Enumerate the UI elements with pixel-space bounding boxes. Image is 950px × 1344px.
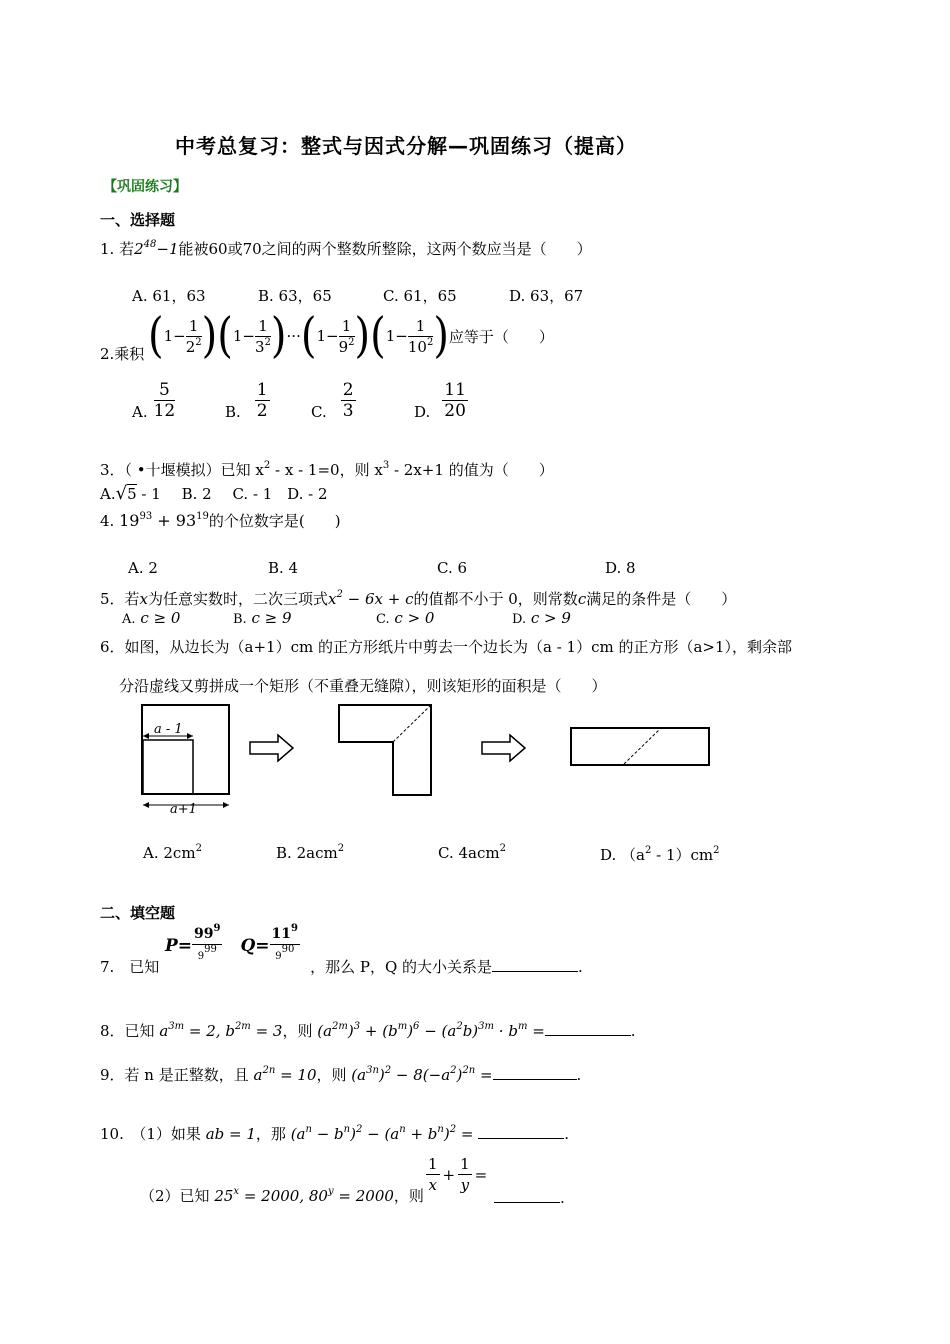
q6-option-b-label: B. [276, 844, 292, 862]
q10-num: 10. （1）如果 [100, 1125, 201, 1143]
q7-q-label: Q= [240, 935, 270, 956]
q2-factor-4-den: 10 [407, 337, 427, 356]
q5-option-c-expr: c > 0 [394, 609, 435, 627]
q2-option-d-den: 20 [444, 401, 466, 421]
q4-num: 4. [100, 512, 115, 530]
q10-fraction-sum [426, 1154, 487, 1195]
q2-option-a [132, 380, 175, 421]
q5-poly-a: x [328, 590, 337, 608]
q1-expr-exp: 48 [143, 239, 157, 250]
q7-stem: ，那么 P，Q 的大小关系是 [310, 958, 493, 976]
bottom-arrow-right [223, 802, 229, 808]
q10-2-answer-blank[interactable] [494, 1186, 560, 1203]
q1-stem: 能被60或70之间的两个整数所整除，这两个数应当是（ ） [178, 240, 592, 258]
result-rectangle [571, 728, 709, 765]
q2-factor-3-exp: 2 [348, 336, 355, 348]
q4-stem: 的个位数字是( ) [208, 512, 341, 530]
question-9: 9．若 n 是正整数，且 $a^{2n} = 10$，则 $(a^{3n})^2 - 8(-a^2)^{2n}$ = . [100, 1065, 582, 1084]
q9-eq: = [475, 1066, 493, 1084]
q9-answer-blank[interactable] [493, 1079, 577, 1080]
q5-option-d-label: D. [512, 612, 527, 627]
top-arrow-right [187, 733, 193, 739]
q1-option-a: A. 61，63 [132, 287, 206, 305]
q2-factor-3-num: 1 [339, 316, 355, 337]
bottom-arrow-left [143, 802, 149, 808]
q2-factor-1-one: 1− [163, 327, 186, 345]
question-7 [100, 956, 583, 977]
question-1 [100, 238, 592, 259]
q4-option-c: C. 6 [437, 559, 468, 577]
q6-option-a-label: A. [143, 844, 159, 862]
q6-option-d-sup: 2 [645, 845, 652, 856]
question-5 [100, 588, 736, 609]
q2-option-b-den: 2 [256, 401, 268, 421]
q2-product: ( 1− $\frac{1}{2^2}$ ) ( 1− $\frac{1}{3^2}$ ) ··· ( 1− $\frac{1}{9^2}$ ) ( 1− $\frac{1}{10^2}$ ) 应等于（ ） [148, 308, 554, 364]
q6-line-1: 6．如图，从边长为（a+1）cm 的正方形纸片中剪去一个边长为（a - 1）cm 的正方形（a>1），剩余部 [100, 638, 793, 656]
q2-option-d-num: 11 [444, 380, 466, 400]
q5-poly-exp: 2 [336, 589, 343, 600]
q5-option-c [376, 609, 434, 627]
q3-option-a-label: A. [100, 485, 116, 503]
q6-figure [130, 700, 730, 818]
q7-q-num-base: 11 [271, 926, 292, 942]
section-tag: 【巩固练习】 [103, 179, 187, 195]
q2-factor-4-exp: 2 [426, 336, 434, 348]
q1-option-c: C. 61，65 [383, 287, 457, 305]
q1-option-d: D. 63，67 [509, 287, 584, 305]
q5-option-a-expr: c ≥ 0 [140, 609, 181, 627]
q5-option-a [122, 609, 180, 627]
q2-factor-1-num: 1 [186, 316, 202, 337]
q8-num: 8．已知 [100, 1022, 155, 1040]
q7-q-num-exp: 9 [291, 923, 298, 934]
q9-end: . [576, 1066, 582, 1084]
q7-q-den-base: 9 [275, 951, 282, 962]
q2-factor-3-one: 1− [316, 327, 339, 345]
q7-p-den-exp: 99 [204, 944, 217, 955]
q2-factor-4-num: 1 [408, 316, 433, 337]
q10-end2: . [560, 1189, 565, 1207]
q4-option-b: B. 4 [268, 559, 299, 577]
q2-factor-1-den: 2 [185, 337, 196, 356]
q7-p-num-exp: 9 [213, 923, 221, 934]
q3-option-b: B. 2 [181, 485, 212, 503]
q2-factor-2-num: 1 [255, 316, 271, 337]
q3-sup-2: 3 [382, 460, 390, 471]
question-8: 8．已知 $a^{3m} = 2$, $b^{2m} = 3$，则 $(a^{2m})^3 + (b^m)^6 - (a^2b)^{3m} \cdot b^m$ = . [100, 1021, 636, 1040]
part1-heading: 一、选择题 [100, 211, 176, 229]
q5-option-b-label: B. [233, 612, 247, 627]
q6-option-c-sup: 2 [499, 843, 506, 854]
q2-option-a-label: A. [132, 403, 148, 421]
q6-option-c-label: C. [438, 844, 454, 862]
q9-num: 9．若 n 是正整数，且 [100, 1066, 249, 1084]
q1-expr-base: 2 [134, 240, 144, 258]
q6-option-d-text: （a [621, 846, 645, 864]
q5-option-b [233, 609, 292, 627]
question-10-part-1: 10. （1）如果 ab = 1，那 $(a^n - b^n)^2 - (a^n + b^n)^2$ = . [100, 1124, 570, 1143]
q8-cond-mid: = 2, b [184, 1022, 235, 1040]
q6-option-b-text: 2acm [296, 844, 338, 862]
fig-top-label: a - 1 [154, 722, 183, 737]
q6-option-d-sup2: 2 [713, 845, 720, 856]
q6-line-2: 分沿虚线又剪拼成一个矩形（不重叠无缝隙），则该矩形的面积是（ ） [119, 677, 607, 695]
q10-eq2: = [474, 1165, 488, 1184]
q4-option-d: D. 8 [605, 559, 636, 577]
q5-var-x: x [139, 590, 149, 608]
q8-cond-exp1: 3m [168, 1021, 185, 1032]
q2-option-d [414, 380, 468, 421]
q8-comma: ，则 [282, 1022, 313, 1040]
q5-stem-c: 的值都不小于 0，则常数 [413, 590, 578, 608]
q2-option-b [225, 380, 270, 421]
fig-bottom-label: a+1 [170, 802, 197, 817]
q3-option-c: C. - 1 [232, 485, 273, 503]
q3-stem-c: - 2x+1 的值为（ ） [389, 461, 554, 479]
question-3 [100, 459, 554, 480]
q4-exp-b: 19 [196, 511, 209, 522]
q3-option-d: D. - 2 [287, 485, 328, 503]
q3-stem-b: - x - 1=0，则 x [270, 461, 383, 479]
q10-end: . [564, 1125, 570, 1143]
q2-option-a-num: 5 [154, 380, 176, 401]
q10-2-answer [494, 1186, 565, 1207]
part2-heading: 二、填空题 [100, 904, 176, 922]
q2-option-c-num: 2 [342, 380, 354, 400]
q5-option-c-label: C. [376, 612, 390, 627]
q3-option-a-sqrt: 5 [127, 485, 137, 503]
q6-option-d-tail: - 1）cm [651, 846, 714, 864]
q6-option-c [438, 844, 506, 862]
q3-options: A.√5 - 1 B. 2 C. - 1 D. - 2 [100, 483, 328, 504]
q4-plus: + [152, 511, 176, 530]
q3-stem-a: 3．（ •十堰模拟）已知 x [100, 461, 264, 479]
q10-cond: ab = 1 [205, 1125, 256, 1143]
l-shape [339, 705, 431, 795]
question-4 [100, 510, 341, 531]
q6-option-c-text: 4acm [458, 844, 500, 862]
question-10-part-2: （2）已知 $25^x = 2000$, $80^y = 2000$，则 [140, 1186, 424, 1205]
q10-frac2-num: 1 [460, 1155, 470, 1173]
q4-exp-a: 93 [139, 511, 153, 522]
q2-factor-3-den: 9 [338, 337, 349, 356]
q9-cond-a: a [253, 1066, 263, 1084]
q2-stem: 应等于（ ） [448, 327, 554, 346]
q1-expr-tail: −1 [156, 240, 179, 258]
q7-end: . [578, 958, 583, 976]
q5-poly-b: − 6x + c [342, 590, 414, 608]
q10-1-answer-blank[interactable] [478, 1138, 564, 1139]
q2-factor-2-one: 1− [232, 327, 255, 345]
outer-square [142, 705, 229, 794]
q10-mid2: ，则 [393, 1187, 424, 1205]
q1-option-b: B. 63，65 [258, 287, 332, 305]
q9-cond-exp: 2n [262, 1065, 276, 1076]
q8-cond-exp2: 2m [234, 1021, 251, 1032]
q5-option-a-label: A. [122, 612, 136, 627]
q2-factor-2-exp: 2 [264, 336, 271, 348]
q1-num: 1. 若 [100, 240, 135, 258]
q6-option-a [143, 844, 202, 862]
q7-answer-blank[interactable] [492, 971, 578, 972]
q2-option-a-den: 12 [153, 401, 176, 421]
q6-option-d [600, 844, 720, 865]
q2-num: 2.乘积 [100, 345, 145, 363]
q2-option-c-label: C. [311, 403, 327, 421]
q2-factor-2-den: 3 [255, 337, 265, 356]
q5-option-b-expr: c ≥ 9 [251, 609, 292, 627]
q10-frac1-den: x [428, 1176, 437, 1194]
q2-option-d-label: D. [414, 403, 431, 421]
q6-option-d-label: D. [600, 846, 617, 864]
q2-dots: ··· [286, 327, 301, 345]
q5-var-c: c [577, 590, 587, 608]
q8-eq: = [527, 1022, 545, 1040]
q2-option-b-label: B. [225, 403, 241, 421]
q4-option-a: A. 2 [128, 559, 158, 577]
q9-cond-end: = 10 [275, 1066, 317, 1084]
l-shape-cut-line [393, 706, 430, 742]
q9-mid: ，则 [316, 1066, 347, 1084]
arrow-right-icon [482, 735, 525, 761]
q6-option-b-sup: 2 [337, 843, 345, 854]
q10-frac1-num: 1 [428, 1155, 438, 1173]
q5-option-d [512, 609, 571, 627]
q5-stem-d: 满足的条件是（ ） [586, 590, 737, 608]
q6-option-a-sup: 2 [195, 843, 202, 854]
q5-stem-a: 5．若 [100, 590, 140, 608]
q8-cond-a: a [159, 1022, 169, 1040]
q7-num: 7. 已知 [100, 958, 160, 976]
q8-answer-blank[interactable] [545, 1035, 631, 1036]
q10-eq: = [456, 1125, 474, 1143]
q2-option-b-num: 1 [256, 380, 268, 400]
q6-option-b [276, 844, 344, 862]
q10-frac2-den: y [460, 1176, 470, 1194]
q7-q-den-exp: 90 [281, 944, 295, 955]
q4-expr-b: 93 [175, 511, 197, 530]
q7-p-num-base: 99 [194, 926, 214, 942]
q7-p-den-base: 9 [197, 951, 205, 962]
q6-option-a-text: 2cm [163, 844, 196, 862]
inner-square [143, 740, 193, 794]
q3-option-a-tail: - 1 [136, 485, 161, 503]
q5-stem-b: 为任意实数时，二次三项式 [148, 590, 329, 608]
q2-option-c [311, 380, 356, 421]
q2-option-c-den: 3 [342, 401, 354, 421]
q10-mid: ，那 [255, 1125, 286, 1143]
q2-factor-1-exp: 2 [195, 336, 202, 348]
top-arrow-left [143, 733, 149, 739]
q8-cond-end: = 3 [250, 1022, 283, 1040]
arrow-right-icon [250, 735, 293, 761]
q10-plus: + [442, 1165, 456, 1184]
q8-end: . [630, 1022, 636, 1040]
q10-part2-label: （2）已知 [140, 1187, 210, 1205]
q3-sup-1: 2 [263, 460, 271, 471]
rectangle-cut-line [624, 729, 660, 764]
q4-expr-a: 19 [119, 511, 140, 530]
q2-factor-4-one: 1− [385, 327, 408, 345]
page-title: 中考总复习：整式与因式分解—巩固练习（提高） [175, 134, 637, 158]
q7-p-label: P= [165, 935, 193, 956]
q5-option-d-expr: c > 9 [530, 609, 571, 627]
